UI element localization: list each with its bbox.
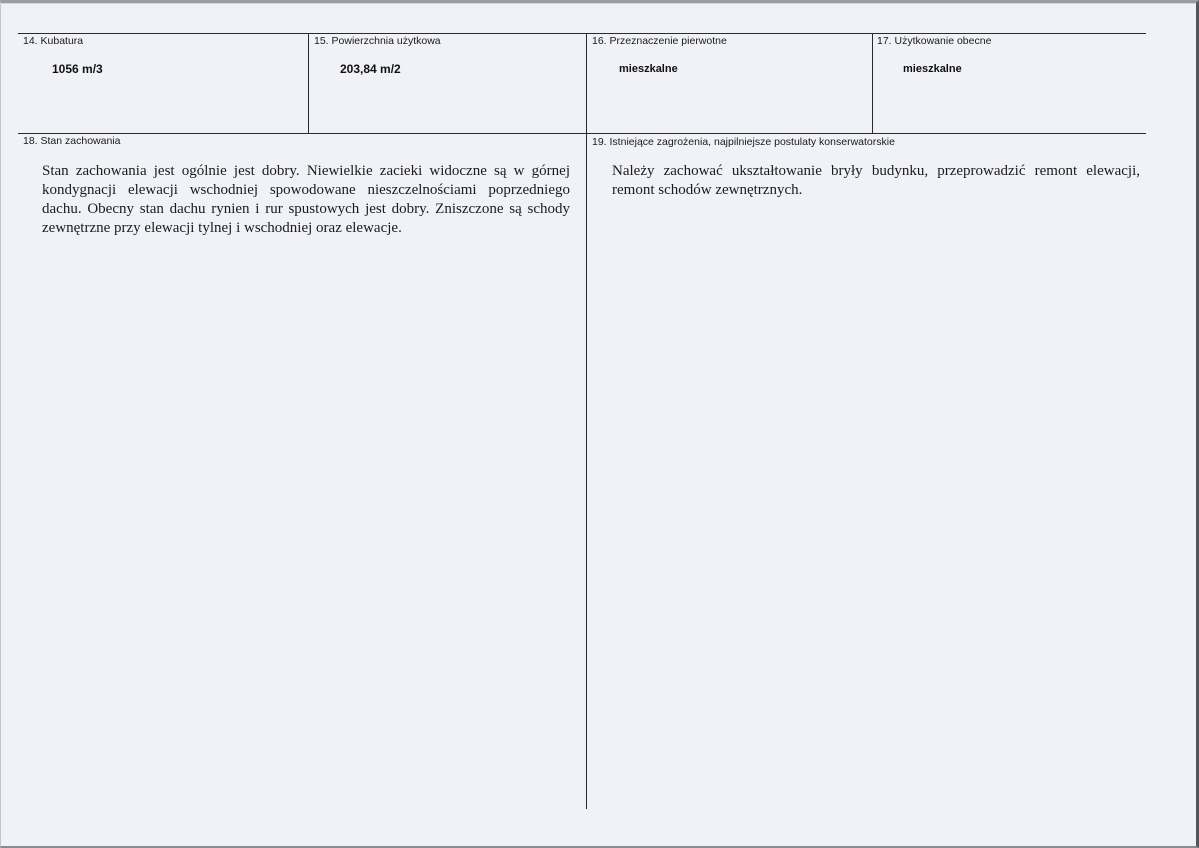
uzytkowanie-label: 17. Użytkowanie obecne: [877, 35, 992, 47]
divider-14-15: [308, 33, 309, 133]
przeznaczenie-value: mieszkalne: [619, 63, 678, 75]
stan-zachowania-label: 18. Stan zachowania: [23, 135, 121, 147]
top-row-rule: [18, 33, 1146, 34]
top-rule: [0, 3, 1196, 4]
divider-center: [586, 33, 587, 809]
powierzchnia-value: 203,84 m/2: [340, 62, 401, 76]
middle-row-rule: [18, 133, 1146, 134]
kubatura-value: 1056 m/3: [52, 62, 103, 76]
kubatura-label: 14. Kubatura: [23, 35, 84, 47]
zagrozenia-label: 19. Istniejące zagrożenia, najpilniejsze postulaty konserwatorskie: [592, 136, 895, 148]
uzytkowanie-value: mieszkalne: [903, 63, 962, 75]
divider-16-17: [872, 33, 873, 133]
przeznaczenie-label: 16. Przeznaczenie pierwotne: [592, 35, 727, 47]
stan-zachowania-text: Stan zachowania jest ogólnie jest dobry. Niewielkie zacieki widoczne są w górnej kondygnacji elewacji wschodniej spowodowane nieszczelnościami poprzedniego dachu. Obecny stan dachu rynien i rur spustowych jest dobry. Zniszczone są schody zewnętrzne przy elewacji tylnej i wschodniej oraz elewacje.: [42, 163, 570, 236]
zagrozenia-text: Należy zachować ukształtowanie bryły budynku, przeprowadzić remont elewacji, remont schodów zewnętrznych.: [612, 163, 1140, 198]
powierzchnia-label: 15. Powierzchnia użytkowa: [314, 35, 441, 47]
